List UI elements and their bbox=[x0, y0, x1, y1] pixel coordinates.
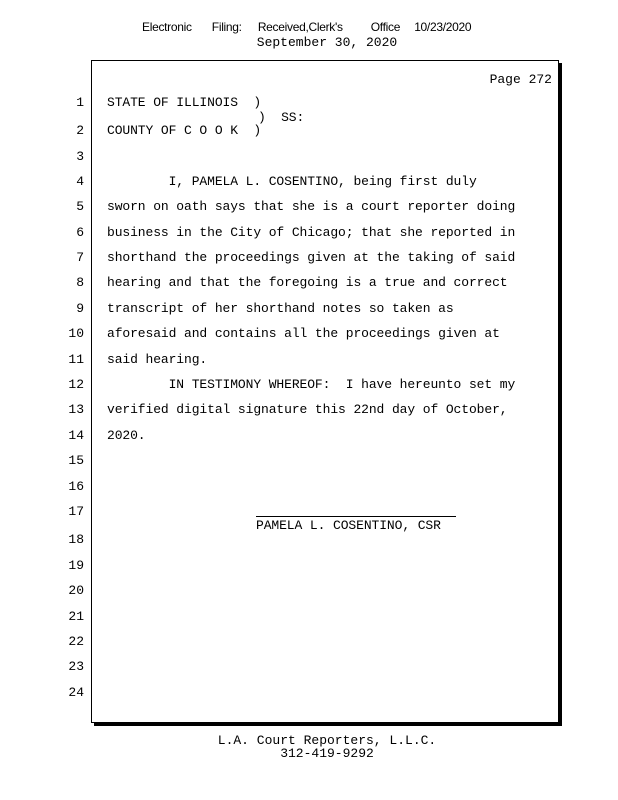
stamp-electronic: Electronic bbox=[142, 20, 192, 34]
line-14-text: 2020. bbox=[107, 428, 146, 443]
line-number: 1 bbox=[76, 95, 84, 110]
line-6-text: business in the City of Chicago; that she reported in bbox=[107, 225, 516, 240]
line-number: 23 bbox=[68, 659, 84, 674]
line-number: 3 bbox=[76, 149, 84, 164]
line-number: 20 bbox=[68, 583, 84, 598]
line-number: 8 bbox=[76, 275, 84, 290]
line-number: 5 bbox=[76, 199, 84, 214]
line-number: 11 bbox=[68, 352, 84, 367]
line-13-text: verified digital signature this 22nd day of October, bbox=[107, 402, 508, 417]
line-number: 21 bbox=[68, 609, 84, 624]
line-1-ss: ) SS: bbox=[258, 110, 305, 125]
line-number: 12 bbox=[68, 377, 84, 392]
line-number: 15 bbox=[68, 453, 84, 468]
line-2-text: COUNTY OF C O O K ) bbox=[107, 123, 262, 138]
signature-line bbox=[256, 516, 456, 517]
line-number: 4 bbox=[76, 174, 84, 189]
line-9-text: transcript of her shorthand notes so taken as bbox=[107, 301, 454, 316]
footer-phone: 312-419-9292 bbox=[280, 746, 374, 761]
line-11-text: said hearing. bbox=[107, 352, 208, 367]
stamp-filing: Filing: bbox=[211, 20, 242, 34]
line-number: 19 bbox=[68, 558, 84, 573]
line-4-text: I, PAMELA L. COSENTINO, being first duly bbox=[107, 174, 477, 189]
page-number: Page 272 bbox=[489, 72, 552, 87]
line-number: 10 bbox=[68, 326, 84, 341]
stamp-received: Received,Clerk's bbox=[257, 20, 343, 34]
line-number: 16 bbox=[68, 479, 84, 494]
line-number: 9 bbox=[76, 301, 84, 316]
signature-name: PAMELA L. COSENTINO, CSR bbox=[256, 518, 441, 533]
line-7-text: shorthand the proceedings given at the taking of said bbox=[107, 250, 516, 265]
line-10-text: aforesaid and contains all the proceedings given at bbox=[107, 326, 500, 341]
line-number: 6 bbox=[76, 225, 84, 240]
line-5-text: sworn on oath says that she is a court reporter doing bbox=[107, 199, 516, 214]
line-number: 24 bbox=[68, 685, 84, 700]
line-number: 14 bbox=[68, 428, 84, 443]
footer-company: L.A. Court Reporters, L.L.C. bbox=[217, 733, 437, 748]
line-number: 2 bbox=[76, 123, 84, 138]
line-number: 22 bbox=[68, 634, 84, 649]
line-12-text: IN TESTIMONY WHEREOF: I have hereunto set my bbox=[107, 377, 516, 392]
line-number: 13 bbox=[68, 402, 84, 417]
filing-stamp bbox=[142, 20, 471, 34]
line-1-text: STATE OF ILLINOIS ) bbox=[107, 95, 262, 110]
line-8-text: hearing and that the foregoing is a true and correct bbox=[107, 275, 508, 290]
header-date: September 30, 2020 bbox=[256, 35, 398, 50]
stamp-date: 10/23/2020 bbox=[414, 20, 472, 34]
stamp-office: Office bbox=[370, 20, 401, 34]
line-number: 7 bbox=[76, 250, 84, 265]
line-number: 18 bbox=[68, 532, 84, 547]
line-number: 17 bbox=[68, 504, 84, 519]
